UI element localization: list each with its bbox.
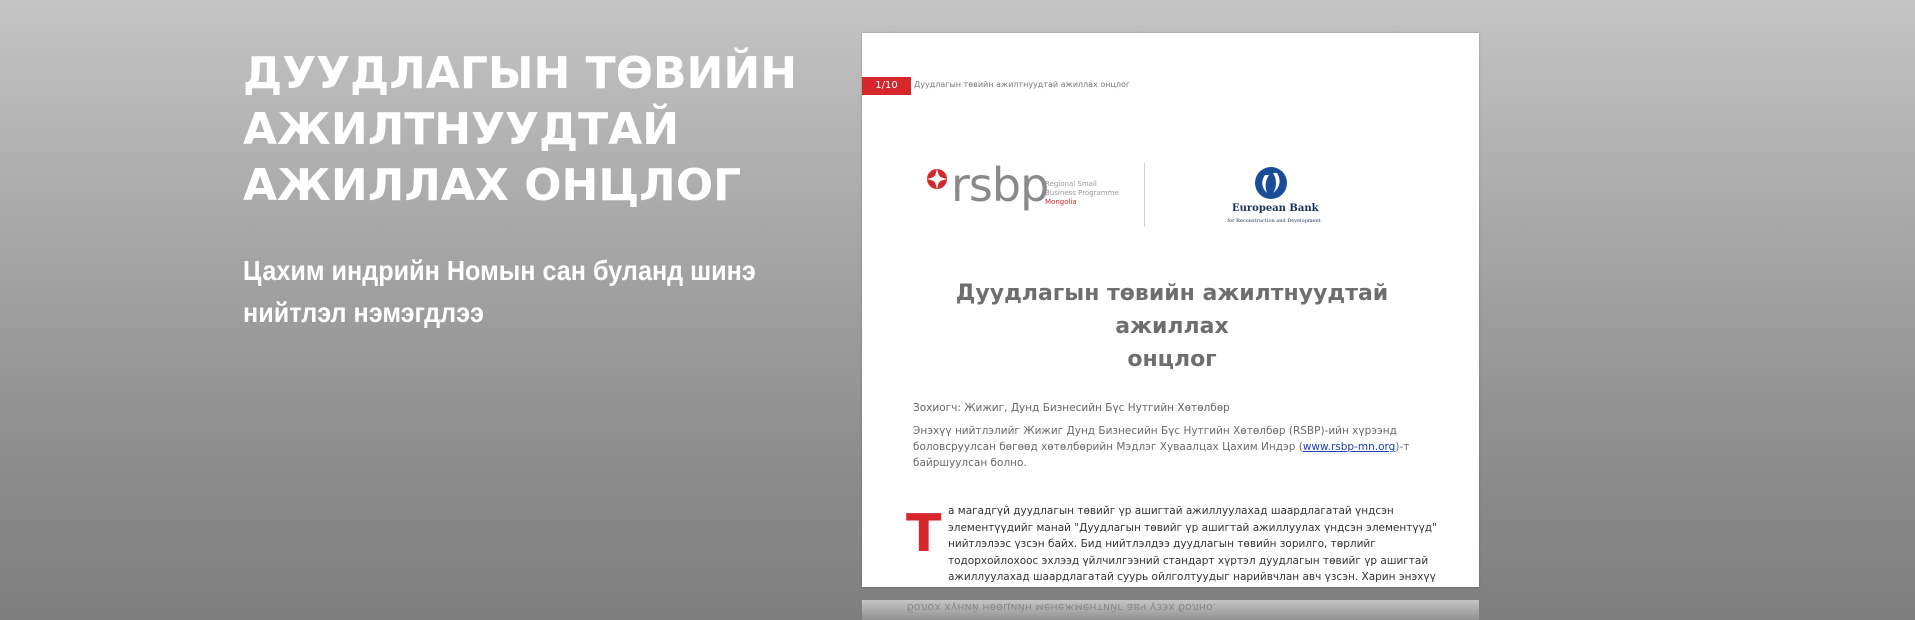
rsbp-website-link[interactable]: www.rsbp-mn.org (1302, 441, 1396, 453)
document-preview[interactable] (862, 33, 1479, 587)
title-line: онцлог (1127, 347, 1217, 372)
subtitle-line: нийтлэл нэмэгдлээ (243, 297, 484, 328)
ebrd-logo-icon (1253, 165, 1289, 201)
drop-cap: Т (906, 504, 942, 564)
logo-row (925, 158, 1365, 233)
ebrd-tagline: for Reconstruction and Development (1227, 218, 1321, 224)
banner-subtitle (243, 250, 819, 334)
running-head: Дуудлагын төвийн ажилтнуудтай ажиллах онцлог (914, 80, 1131, 89)
intro-line: Энэхүү нийтлэлийг Жижиг Дунд Бизнесийн Бүс Нутгийн Хөтөлбөр (RSBP)-ийн хүрээнд (913, 425, 1397, 437)
document-title (902, 277, 1442, 376)
title-line: Дуудлагын төвийн ажилтнуудтай ажиллах (955, 281, 1389, 339)
body-line (913, 586, 1453, 588)
page-header (862, 77, 1479, 95)
document-author: Зохиогч: Жижиг, Дунд Бизнесийн Бүс Нутгийн Хөтөлбөр (913, 402, 1230, 414)
headline-line: ДУУДЛАГЫН ТӨВИЙН (243, 48, 798, 99)
rsbp-logo-icon (925, 167, 949, 191)
rsbp-sub-line: Regional Small (1045, 180, 1097, 188)
ebrd-name: European Bank (1232, 203, 1319, 214)
rsbp-sub-line: Mongolia (1045, 198, 1077, 206)
page-number: 1/10 (862, 77, 911, 95)
document-reflection (862, 600, 1479, 620)
reflection-text: болох хүний нөөцийн менежментийг авч үзэх болно. (907, 601, 1217, 614)
banner-headline (243, 46, 833, 214)
intro-line (913, 439, 1448, 455)
document-body (913, 503, 1453, 587)
intro-text: боловсруулсан бөгөөд хөтөлбөрийн Мэдлэг Хуваалцах Цахим Индэр ( (913, 441, 1303, 453)
body-line: элементүүдийг манай "Дуудлагын төвийг үр ашигтай ажиллуулах үндсэн элементүүд" (948, 521, 1437, 534)
body-line: нийтлэлээс үзсэн байх. Бид нийтлэлдээ дуудлагын төвийн зорилго, төрлийг (948, 538, 1376, 550)
body-line: тодорхойлохоос эхлээд үйлчилгээний стандарт хүртэл дуудлагын төвийг үр ашигтай (948, 554, 1429, 567)
body-line: а магадгүй дуудлагын төвийг үр ашигтай ажиллуулахад шаардлагатай үндсэн (948, 505, 1394, 517)
subtitle-line: Цахим индрийн Номын сан буланд шинэ (243, 255, 756, 286)
rsbp-sub-line: Business Programme (1045, 189, 1119, 197)
logo-divider (1144, 163, 1145, 227)
headline-line: АЖИЛЛАХ ОНЦЛОГ (243, 160, 742, 211)
headline-line: АЖИЛТНУУДТАЙ (243, 104, 680, 155)
banner-text-block (243, 46, 833, 334)
rsbp-subtitle (1045, 180, 1119, 207)
intro-text: )-т (1395, 441, 1410, 453)
document-intro (913, 423, 1448, 471)
body-line: ажиллуулахад шаардлагатай суурь ойлголтуудыг нарийвчлан авч үзсэн. Харин энэхүү (948, 571, 1436, 583)
intro-line: байршуулсан болно. (913, 457, 1027, 469)
rsbp-wordmark: rsbp (951, 158, 1049, 212)
